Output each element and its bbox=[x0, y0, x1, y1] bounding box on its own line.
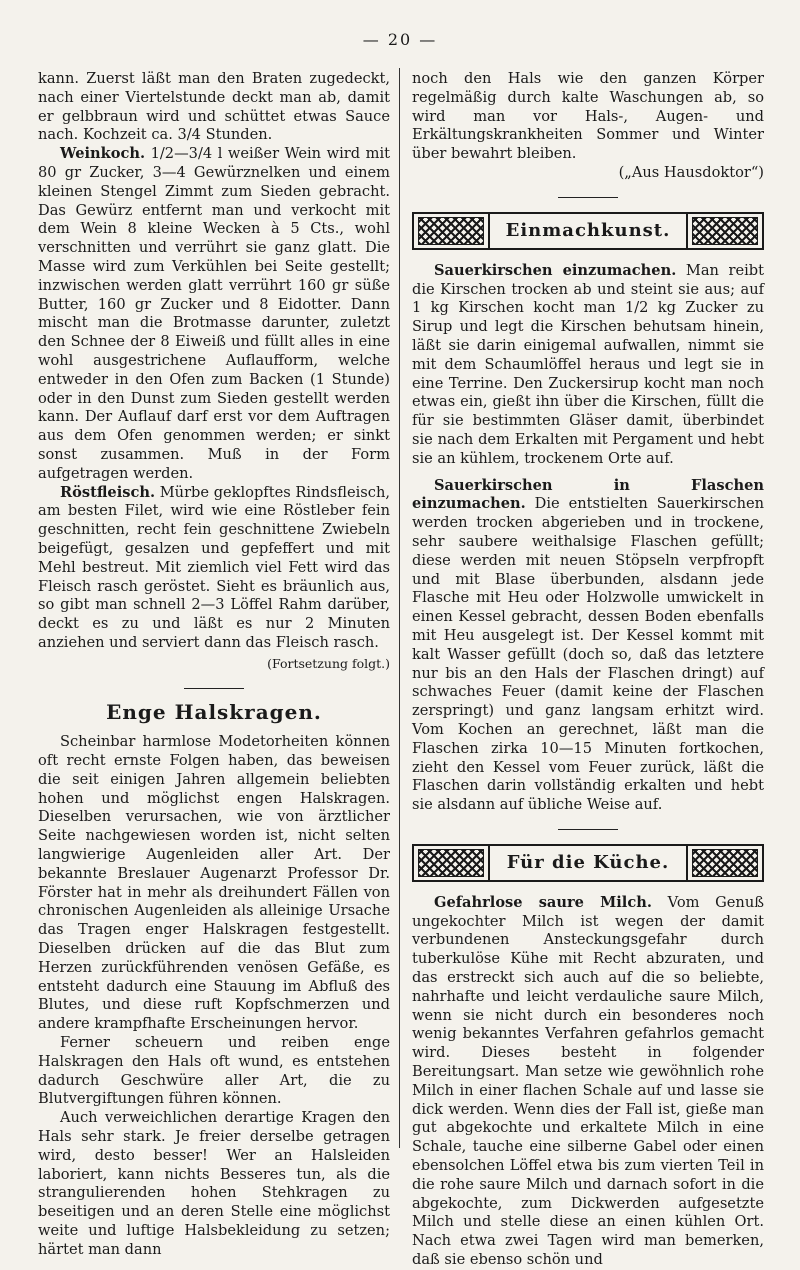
article-paragraph: Scheinbar harmlose Modetorheiten können oft recht ernste Folgen haben, das beweisen die seit einigen Jahren allgemein beliebten hohen und möglichst engen Halskragen. Dieselben verursachen, wie von ärztlicher Seite nachgewiesen worden ist, nicht selten langwierige Augenleiden aller Art. Der bekannte Breslauer Augenarzt Professor Dr. Förster hat in mehr als dreihundert Fällen von chronischen Augenleiden als alleinige Ursache das Tragen enger Halskragen festgestellt. Dieselben drücken auf die das Blut zum Herzen zurückführenden venösen Gefäße, es entsteht dadurch eine Stauung im Abfluß des Blutes, und diese ruft Kopfschmerzen und andere krampfhafte Erscheinungen hervor. bbox=[38, 733, 390, 1033]
article-paragraph: noch den Hals wie den ganzen Körper regelmäßig durch kalte Waschungen ab, so wird man vor Hals-, Augen- und Erkältungskrankheiten Sommer und Winter über bewahrt bleiben. bbox=[412, 70, 764, 163]
recipe-title: Sauerkirschen in Flaschen einzumachen. bbox=[412, 476, 764, 513]
recipe-title: Gefahrlose saure Milch. bbox=[434, 893, 652, 911]
section-title: Einmachkunst. bbox=[488, 214, 688, 248]
source-attribution: („Aus Hausdoktor“) bbox=[618, 163, 764, 181]
section-header-einmachkunst bbox=[412, 212, 764, 250]
section-title: Für die Küche. bbox=[488, 846, 688, 880]
article-paragraph: Auch verweichlichen derartige Kragen den Hals sehr stark. Je freier derselbe getragen wird, desto besser! Wer an Halsleiden laboriert, kann nichts Besseres tun, als die strangulierenden hohen Stehkragen zu beseitigen und an deren Stelle eine möglichst weite und luftige Halsbekleidung zu setzen; härtet man dann bbox=[38, 1109, 390, 1258]
recipe-body: 1/2—3/4 l weißer Wein wird mit 80 gr Zucker, 3—4 Gewürznelken und einem kleinen Stengel Zimmt zum Sieden gebracht. Das Gewürz entfernt man und verkocht mit dem Wein 8 kleine Wecken à 5 Cts., wohl verschnitten und verrührt sie ganz glatt. Die Masse wird zum Verkühlen bei Seite gestellt; inzwischen werden glatt verrührt 160 gr süße Butter, 160 gr Zucker und 8 Eidotter. Dann mischt man die Brotmasse darunter, zuletzt den Schnee der 8 Eiweiß und füllt alles in eine wohl ausgestrichene Auflaufform, welche entweder in den Ofen zum Backen (1 Stunde) oder in den Dunst zum Sieden gestellt werden kann. Der Auflauf darf erst vor dem Auftragen aus dem Ofen genommen werden; er sinkt sonst zusammen. Muß in der Form aufgetragen werden. bbox=[38, 145, 390, 482]
separator-rule bbox=[558, 829, 618, 830]
recipe-title: Röstfleisch. bbox=[60, 483, 156, 501]
article-title: Enge Halskragen. bbox=[106, 699, 322, 724]
ornament-icon bbox=[418, 849, 484, 877]
continuation-note: (Fortsetzung folgt.) bbox=[267, 655, 390, 671]
column-divider bbox=[399, 68, 400, 1148]
section-header-kueche bbox=[412, 844, 764, 882]
right-column bbox=[412, 70, 764, 1270]
recipe-body: Mürbe geklopftes Rindsfleisch, am besten Filet, wird wie eine Röstleber fein geschnitten, recht fein geschnittene Zwiebeln beigefügt, gesalzen und gepfeffert und mit Mehl bestreut. Mit ziemlich viel Fett wird das Fleisch rasch geröstet. Sieht es bräunlich aus, so gibt man schnell 2—3 Löffel Rahm darüber, deckt es zu und läßt es nur 2 Minuten anziehen und serviert dann das Fleisch rasch. bbox=[38, 483, 390, 651]
ornament-icon bbox=[418, 217, 484, 245]
recipe-sauerkirschen bbox=[412, 262, 764, 469]
ornament-icon bbox=[692, 217, 758, 245]
recipe-title: Weinkoch. bbox=[60, 145, 146, 163]
article-paragraph: Ferner scheuern und reiben enge Halskragen den Hals oft wund, es entstehen dadurch Geschwüre aller Art, die zu Blutvergiftungen führen können. bbox=[38, 1034, 390, 1108]
left-column bbox=[38, 70, 390, 1260]
separator-rule bbox=[184, 688, 244, 689]
recipe-title: Sauerkirschen einzumachen. bbox=[434, 261, 677, 279]
recipe-body: Man reibt die Kirschen trocken ab und steint sie aus; auf 1 kg Kirschen kocht man 1/2 kg Zucker zu Sirup und legt die Kirschen behutsam hinein, läßt sie darin einigemal aufwallen, nimmt sie mit dem Schaumlöffel heraus und legt sie in eine Terrine. Den Zuckersirup kocht man noch etwas ein, gießt ihn über die Kirschen, füllt die für sie bestimmten Gläser damit, überbindet sie nach dem Erkalten mit Pergament und hebt sie an kühlem, trockenem Orte auf. bbox=[412, 261, 764, 467]
ornament-icon bbox=[692, 849, 758, 877]
recipe-body: Vom Genuß ungekochter Milch ist wegen der damit verbundenen Ansteckungsgefahr durch tuberkulöse Kühe mit Recht abzuraten, und das erstreckt sich auch auf die so beliebte, nahrhafte und leicht verdauliche saure Milch, wenn sie nicht durch ein besonderes noch wenig bekanntes Verfahren gefahrlos gemacht wird. Dieses besteht in folgender Bereitungsart. Man setze wie gewöhnlich rohe Milch in einer flachen Schale auf und lasse sie dick werden. Wenn dies der Fall ist, gieße man gut abgekochte und erkaltete Milch in eine Schale, tauche eine silberne Gabel oder einen ebensolchen Löffel etwa bis zum vierten Teil in die rohe saure Milch und darnach sofort in die abgekochte, zum Dickwerden aufgesetzte Milch und stelle diese an einen kühlen Ort. Nach etwa zwei Tagen wird man bemerken, daß sie ebenso schön und bbox=[412, 893, 764, 1269]
recipe-sauerkirschen-flaschen bbox=[412, 477, 764, 815]
recipe-roestfleisch bbox=[38, 484, 390, 653]
recipe-weinkoch bbox=[38, 145, 390, 483]
separator-rule bbox=[558, 197, 618, 198]
recipe-continuation: kann. Zuerst läßt man den Braten zugedeckt, nach einer Viertelstunde deckt man ab, damit er gelbbraun wird und schüttet etwas Sauce nach. Kochzeit ca. 3/4 Stunden. bbox=[38, 70, 390, 144]
page-number: — 20 — bbox=[362, 30, 438, 49]
recipe-saure-milch bbox=[412, 894, 764, 1270]
recipe-body: Die entstielten Sauerkirschen werden trocken abgerieben und in trockene, sehr saubere weithalsige Flaschen gefüllt; diese werden mit neuen Stöpseln verpfropft und mit Blase überbunden, alsdann jede Flasche mit Heu oder Holzwolle umwickelt in einen Kessel gebracht, dessen Boden ebenfalls mit Heu ausgelegt ist. Der Kessel kommt mit kalt Wasser gefüllt (doch so, daß das letztere nur bis an den Hals der Flaschen dringt) auf schwaches Feuer (damit keine der Flaschen zerspringt) und ganz langsam erhitzt wird. Vom Kochen an gerechnet, läßt man die Flaschen zirka 10—15 Minuten fortkochen, zieht den Kessel vom Feuer zurück, läßt die Flaschen darin vollständig erkalten und hebt sie alsdann auf übliche Weise auf. bbox=[412, 495, 764, 814]
